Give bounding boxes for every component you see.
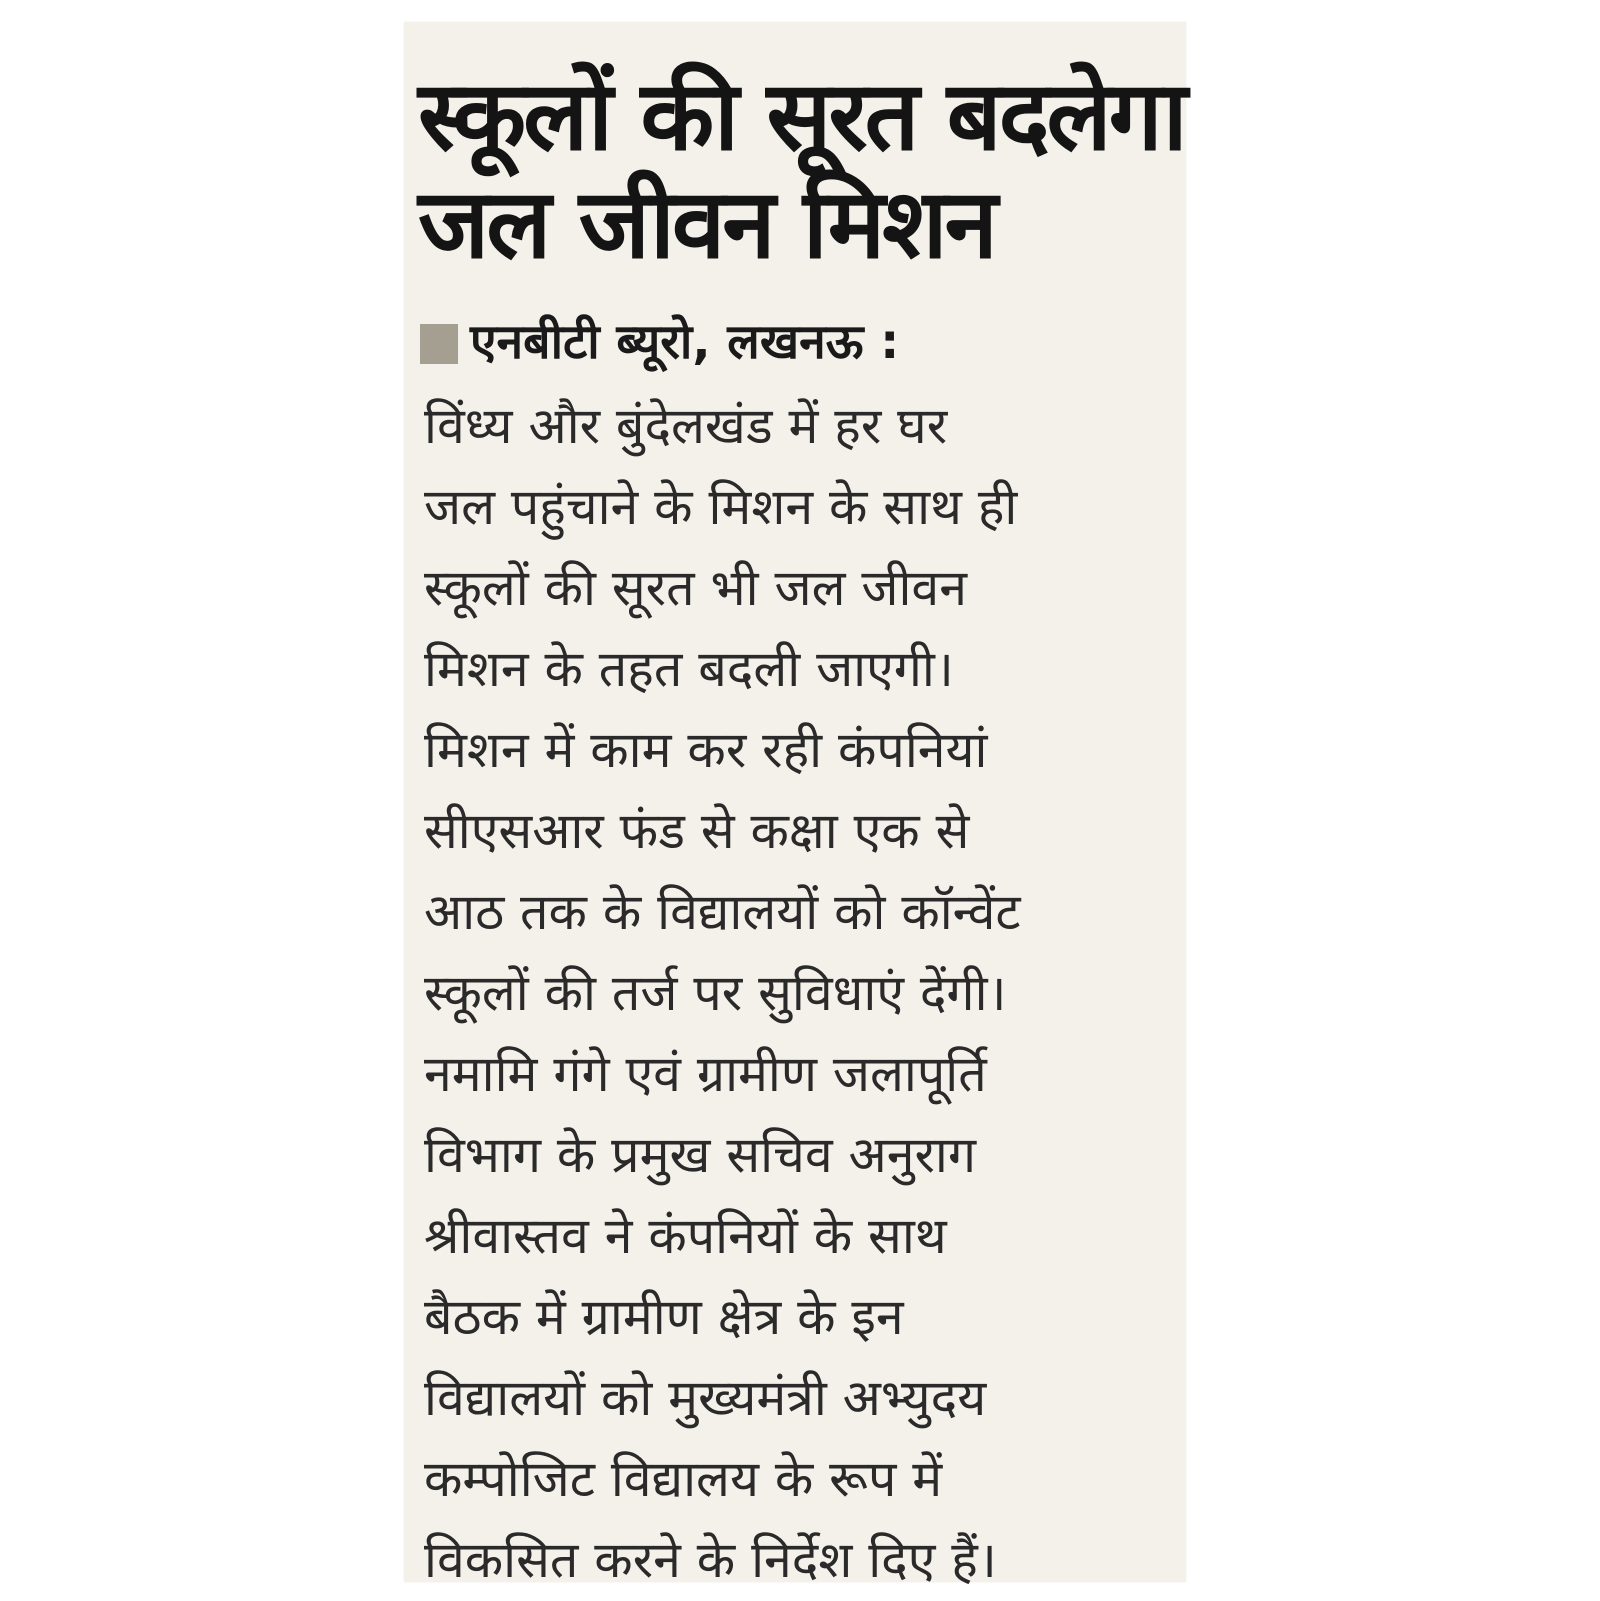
body-line: सीएसआर फंड से कक्षा एक से bbox=[424, 802, 970, 860]
body-line: विंध्य और बुंदेलखंड में हर घर bbox=[424, 397, 948, 455]
body-line: स्कूलों की तर्ज पर सुविधाएं देंगी। bbox=[424, 964, 1007, 1022]
body-line: श्रीवास्तव ने कंपनियों के साथ bbox=[424, 1207, 947, 1265]
square-bullet-icon bbox=[420, 324, 458, 364]
body-line: मिशन में काम कर रही कंपनियां bbox=[424, 721, 988, 779]
headline-line-2: जल जीवन मिशन bbox=[418, 168, 995, 280]
article-body bbox=[424, 386, 1184, 1601]
headline-line-1: स्कूलों की सूरत बदलेगा bbox=[418, 60, 1185, 172]
body-line: कम्पोजिट विद्यालय के रूप में bbox=[424, 1450, 943, 1508]
body-line: बैठक में ग्रामीण क्षेत्र के इन bbox=[424, 1288, 904, 1346]
body-line: विकसित करने के निर्देश दिए हैं। bbox=[424, 1531, 997, 1589]
body-line: जल पहुंचाने के मिशन के साथ ही bbox=[424, 478, 1018, 536]
body-line: मिशन के तहत बदली जाएगी। bbox=[424, 640, 954, 698]
newspaper-clipping bbox=[404, 22, 1186, 1589]
dateline-text: एनबीटी ब्यूरो, लखनऊ : bbox=[470, 314, 900, 370]
body-line: स्कूलों की सूरत भी जल जीवन bbox=[424, 559, 967, 617]
body-line: आठ तक के विद्यालयों को कॉन्वेंट bbox=[424, 883, 1021, 941]
headline bbox=[418, 60, 1185, 280]
dateline bbox=[420, 310, 899, 374]
body-line: विभाग के प्रमुख सचिव अनुराग bbox=[424, 1126, 977, 1184]
body-line: नमामि गंगे एवं ग्रामीण जलापूर्ति bbox=[424, 1045, 987, 1103]
body-line: विद्यालयों को मुख्यमंत्री अभ्युदय bbox=[424, 1369, 987, 1427]
